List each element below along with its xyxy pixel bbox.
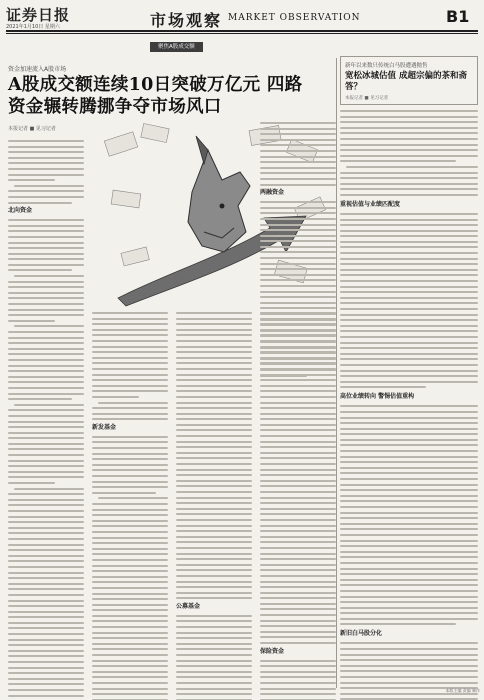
lead-byline: 本报记者 ■ 见习记者 xyxy=(8,126,56,132)
column-divider xyxy=(336,58,337,688)
newspaper-logo: 证券日报 xyxy=(6,6,71,24)
section-title-english: MARKET OBSERVATION xyxy=(228,13,361,23)
masthead-rule-thin xyxy=(6,33,478,34)
sidebar-kicker: 新年以来数只传统白马股遭遇抛售 xyxy=(345,63,428,69)
sidebar-section-heading: 重视估值与业绩匹配度 xyxy=(340,200,401,208)
section-heading: 公募基金 xyxy=(176,602,201,610)
lead-headline: A股成交额连续10日突破万亿元 四路资金辗转腾挪争夺市场风口 xyxy=(8,75,303,117)
section-heading: 保险资金 xyxy=(260,647,285,655)
topic-banner: 聚焦A股成交额 xyxy=(150,42,203,52)
page-number: B1 xyxy=(446,7,470,26)
sidebar-headline: 宽松冰城估值 成超宗偏的茶和斋答？ xyxy=(345,71,467,92)
sidebar-header-box xyxy=(340,56,478,105)
body-column-1 xyxy=(8,140,84,700)
sidebar-story xyxy=(340,56,478,700)
body-column-5 xyxy=(260,122,336,380)
section-title: 市场观察 xyxy=(150,11,223,30)
body-column-2 xyxy=(92,312,168,700)
section-heading: 新发基金 xyxy=(92,423,117,431)
lead-kicker: 资金加速流入A股市场 xyxy=(8,66,67,73)
sidebar-byline: 本报记者 ■ 见习记者 xyxy=(345,96,389,101)
section-heading: 北向资金 xyxy=(8,207,33,215)
sidebar-section-heading: 高位业绩转向 警惕估值重构 xyxy=(340,393,415,401)
body-column-3 xyxy=(176,312,252,700)
masthead xyxy=(0,0,484,44)
masthead-rule xyxy=(6,30,478,32)
section-heading: 两融资金 xyxy=(260,189,285,197)
issue-date: 2021年1月10日 星期六 xyxy=(6,24,60,30)
page-footer: 本版主编 责编 制作 xyxy=(445,688,480,693)
sidebar-section-heading: 新旧白马股分化 xyxy=(340,630,383,638)
